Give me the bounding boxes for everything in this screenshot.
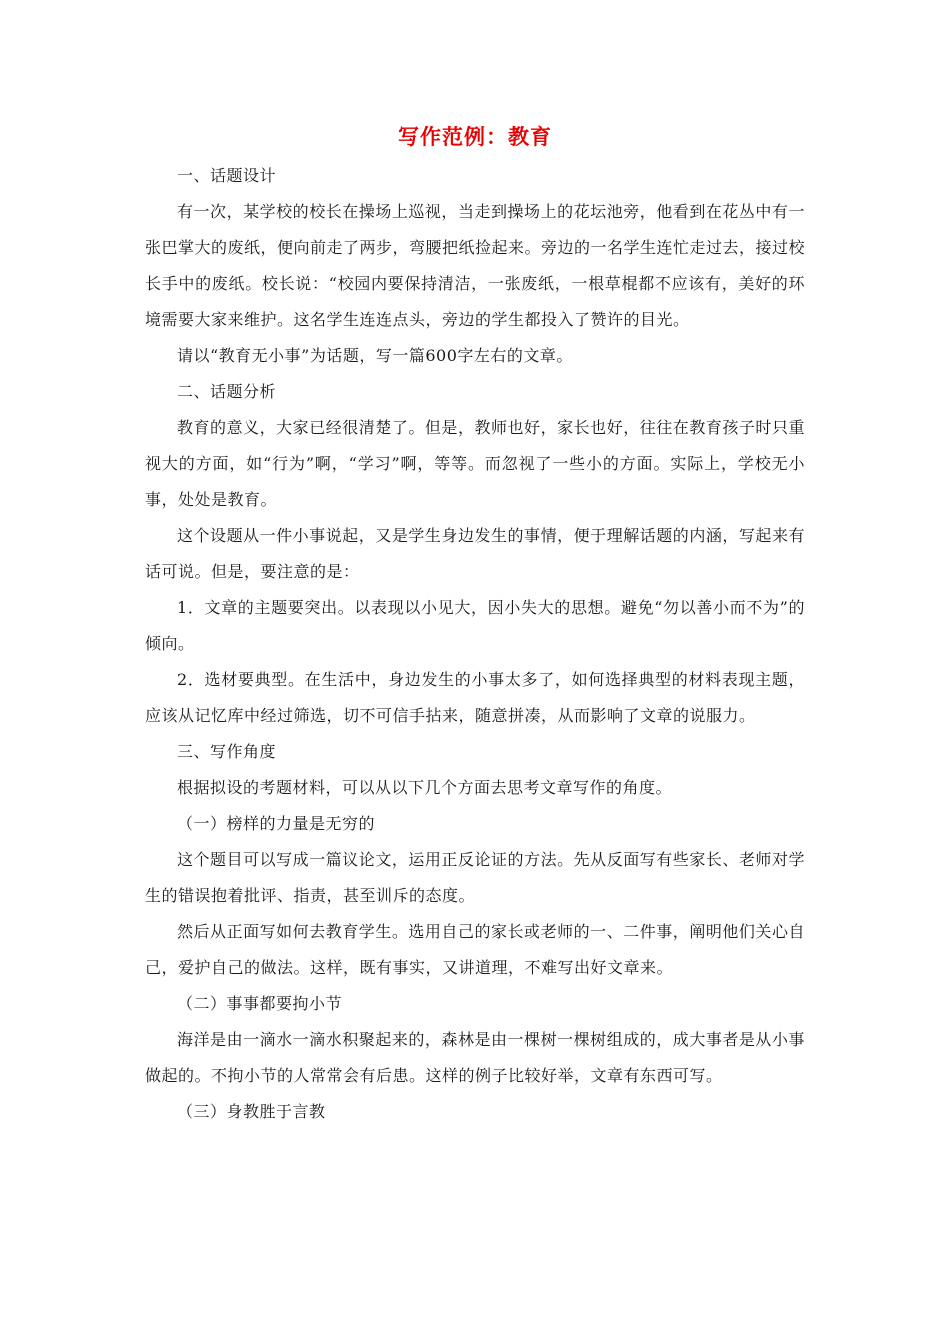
paragraph-subheading-1b: 然后从正面写如何去教育学生。选用自己的家长或老师的一、二件事，阐明他们关心自己，爱护自己的做法。这样，既有事实，又讲道理，不难写出好文章来。 — [145, 922, 805, 977]
paragraph-angle-intro: 根据拟设的考题材料，可以从以下几个方面去思考文章写作的角度。 — [177, 778, 673, 797]
document-body — [145, 158, 805, 1130]
subheading-2: （二）事事都要拘小节 — [177, 994, 343, 1013]
paragraph-prompt: 请以“教育无小事”为话题，写一篇600字左右的文章。 — [177, 346, 573, 365]
paragraph-analysis: 教育的意义，大家已经很清楚了。但是，教师也好，家长也好，往往在教育孩子时只重视大的方面，如“行为”啊，“学习”啊，等等。而忽视了一些小的方面。实际上，学校无小事，处处是教育。 — [145, 418, 805, 509]
subheading-1: （一）榜样的力量是无穷的 — [177, 814, 376, 833]
paragraph-subheading-2: 海洋是由一滴水一滴水积聚起来的，森林是由一棵树一棵树组成的，成大事者是从小事做起的。不拘小节的人常常会有后患。这样的例子比较好举，文章有东西可写。 — [145, 1030, 805, 1085]
list-item-2: 2．选材要典型。在生活中，身边发生的小事太多了，如何选择典型的材料表现主题，应该从记忆库中经过筛选，切不可信手拈来，随意拼凑，从而影响了文章的说服力。 — [145, 670, 805, 725]
section-heading-topic-analysis: 二、话题分析 — [177, 382, 277, 401]
list-item-1: 1．文章的主题要突出。以表现以小见大，因小失大的思想。避免“勿以善小而不为”的倾向。 — [145, 598, 805, 653]
section-heading-writing-angle: 三、写作角度 — [177, 742, 277, 761]
paragraph-notes-intro: 这个设题从一件小事说起，又是学生身边发生的事情，便于理解话题的内涵，写起来有话可说。但是，要注意的是： — [145, 526, 805, 581]
document-title: 写作范例：教育 — [398, 125, 552, 149]
paragraph-subheading-1a: 这个题目可以写成一篇议论文，运用正反论证的方法。先从反面写有些家长、老师对学生的错误抱着批评、指责，甚至训斥的态度。 — [145, 850, 805, 905]
section-heading-topic-design: 一、话题设计 — [177, 166, 277, 185]
paragraph-story: 有一次，某学校的校长在操场上巡视，当走到操场上的花坛池旁，他看到在花丛中有一张巴掌大的废纸，便向前走了两步，弯腰把纸捡起来。旁边的一名学生连忙走过去，接过校长手中的废纸。校长说：“校园内要保持清洁，一张废纸，一根草棍都不应该有，美好的环境需要大家来维护。这名学生连连点头，旁边的学生都投入了赞许的目光。 — [145, 202, 806, 329]
subheading-3: （三）身教胜于言教 — [177, 1102, 326, 1121]
